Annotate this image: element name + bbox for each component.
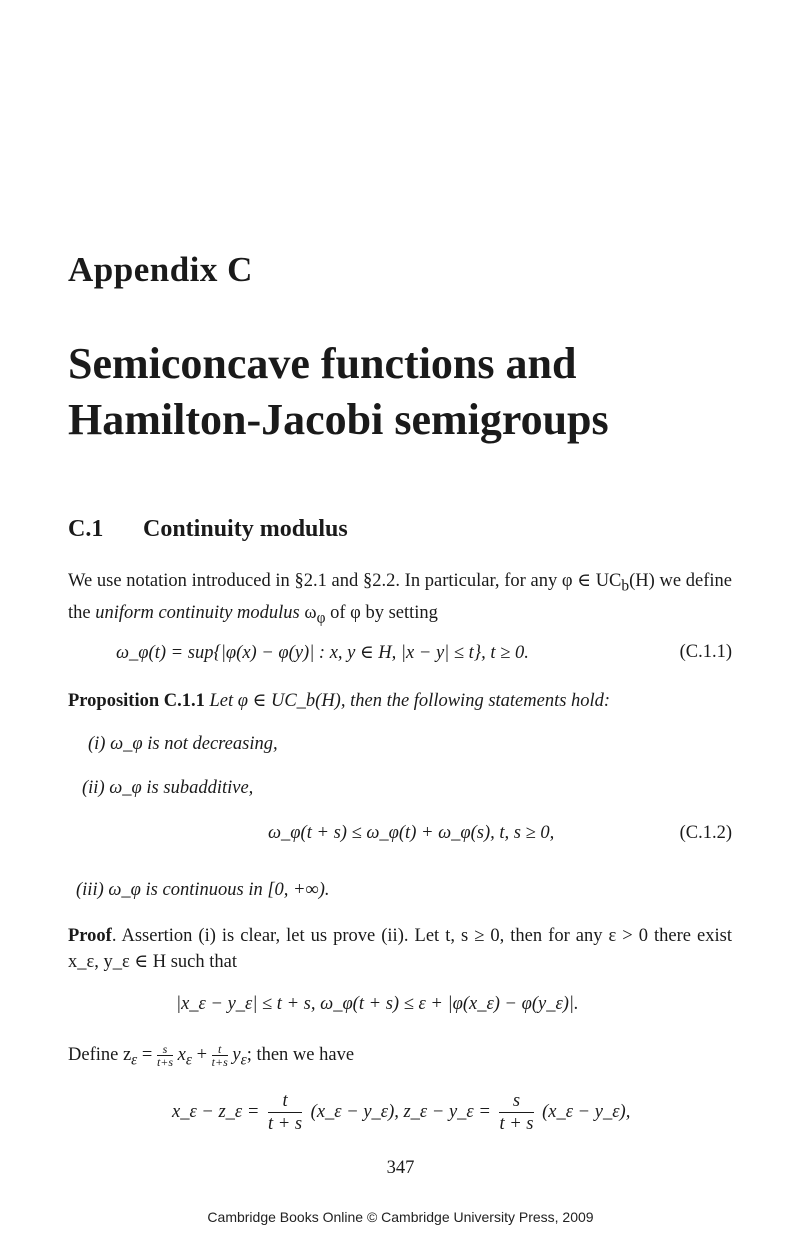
- footer-copyright: Cambridge Books Online © Cambridge University Press, 2009: [207, 1209, 594, 1225]
- small-fraction: [212, 1043, 228, 1068]
- section-title: Continuity modulus: [143, 516, 348, 542]
- define-y: y: [227, 1045, 241, 1065]
- list-item: [82, 778, 253, 799]
- intro-text-1: We use notation introduced in §2.1 and §2.2. In particular, for any φ ∈ UC: [68, 571, 622, 591]
- section-number: C.1: [68, 516, 104, 542]
- appendix-label: Appendix C: [68, 250, 253, 289]
- define-x: x: [173, 1045, 186, 1065]
- list-item: [76, 880, 330, 901]
- define-sub-epsilon: ε: [185, 1051, 192, 1069]
- intro-paragraph: [68, 568, 732, 631]
- proof-head: Proof: [68, 926, 112, 946]
- equation-c-1-2-label: (C.1.2): [679, 823, 732, 843]
- list-item-marker: (i): [88, 734, 106, 754]
- list-item-text: ω_φ is continuous in [0, +∞).: [108, 880, 330, 900]
- fraction-numerator: t: [212, 1043, 228, 1056]
- list-item-marker: (ii): [82, 778, 105, 798]
- intro-emphasis: uniform continuity modulus: [95, 602, 300, 623]
- equation-c-1-1-body: ω_φ(t) = sup{|φ(x) − φ(y)| : x, y ∈ H, |x − y| ≤ t}, t ≥ 0.: [116, 643, 529, 663]
- intro-sub-b: b: [621, 577, 630, 595]
- intro-text-2: (H) we define the: [68, 571, 732, 623]
- proposition-statement: Let φ ∈ UC_b(H), then the following statements hold:: [209, 691, 611, 711]
- define-tail: ; then we have: [246, 1045, 355, 1065]
- fraction-numerator: s: [499, 1090, 533, 1113]
- fraction-denominator: t + s: [267, 1114, 303, 1134]
- large-fraction: [499, 1090, 533, 1135]
- equation-differences-body: [172, 1090, 630, 1135]
- fraction-denominator: t+s: [211, 1055, 228, 1070]
- small-fraction: [157, 1043, 173, 1068]
- list-item-text: ω_φ is not decreasing,: [110, 734, 278, 754]
- section-heading: [68, 516, 732, 543]
- equation-c-1-2-body: ω_φ(t + s) ≤ ω_φ(t) + ω_φ(s), t, s ≥ 0,: [268, 823, 555, 843]
- chapter-title-line-2: Hamilton-Jacobi semigroups: [68, 395, 609, 444]
- define-equals: =: [137, 1045, 157, 1065]
- define-sub-epsilon: ε: [131, 1051, 138, 1069]
- intro-text-4: of φ by setting: [325, 602, 438, 623]
- list-item: [88, 734, 278, 755]
- page-number: 347: [386, 1158, 415, 1178]
- equation-part: x_ε − z_ε =: [172, 1101, 260, 1122]
- chapter-title-line-1: Semiconcave functions and: [68, 339, 577, 388]
- chapter-title: [68, 336, 732, 448]
- list-item-text: ω_φ is subadditive,: [109, 778, 254, 798]
- define-lead: Define z: [68, 1045, 132, 1065]
- equation-part: (x_ε − y_ε),: [542, 1101, 631, 1122]
- proof-paragraph: [68, 923, 732, 975]
- define-paragraph: [68, 1042, 732, 1074]
- fraction-numerator: t: [268, 1090, 302, 1113]
- equation-differences: [68, 1090, 732, 1140]
- equation-inequalities: [68, 994, 732, 1022]
- proof-text: . Assertion (i) is clear, let us prove (ii). Let t, s ≥ 0, then for any ε > 0 there exist x_ε, y_ε ∈ H such that: [68, 926, 732, 972]
- proposition-head: Proposition C.1.1: [68, 691, 205, 711]
- equation-inequalities-body: |x_ε − y_ε| ≤ t + s, ω_φ(t + s) ≤ ε + |φ(x_ε) − φ(y_ε)|.: [176, 994, 579, 1014]
- define-plus: +: [191, 1045, 212, 1065]
- define-sub-epsilon: ε: [240, 1051, 247, 1069]
- equation-c-1-1: [68, 642, 732, 670]
- fraction-denominator: t + s: [499, 1114, 534, 1134]
- fraction-denominator: t+s: [156, 1055, 174, 1070]
- list-item-marker: (iii): [76, 880, 104, 900]
- intro-text-3: ω: [299, 602, 317, 623]
- equation-c-1-1-label: (C.1.1): [679, 642, 732, 662]
- proposition-c-1-1: [68, 688, 732, 714]
- equation-c-1-2: [68, 823, 732, 851]
- large-fraction: [268, 1090, 302, 1135]
- fraction-numerator: s: [157, 1043, 173, 1056]
- equation-part: (x_ε − y_ε), z_ε − y_ε =: [310, 1101, 491, 1122]
- intro-sub-phi: φ: [316, 609, 326, 627]
